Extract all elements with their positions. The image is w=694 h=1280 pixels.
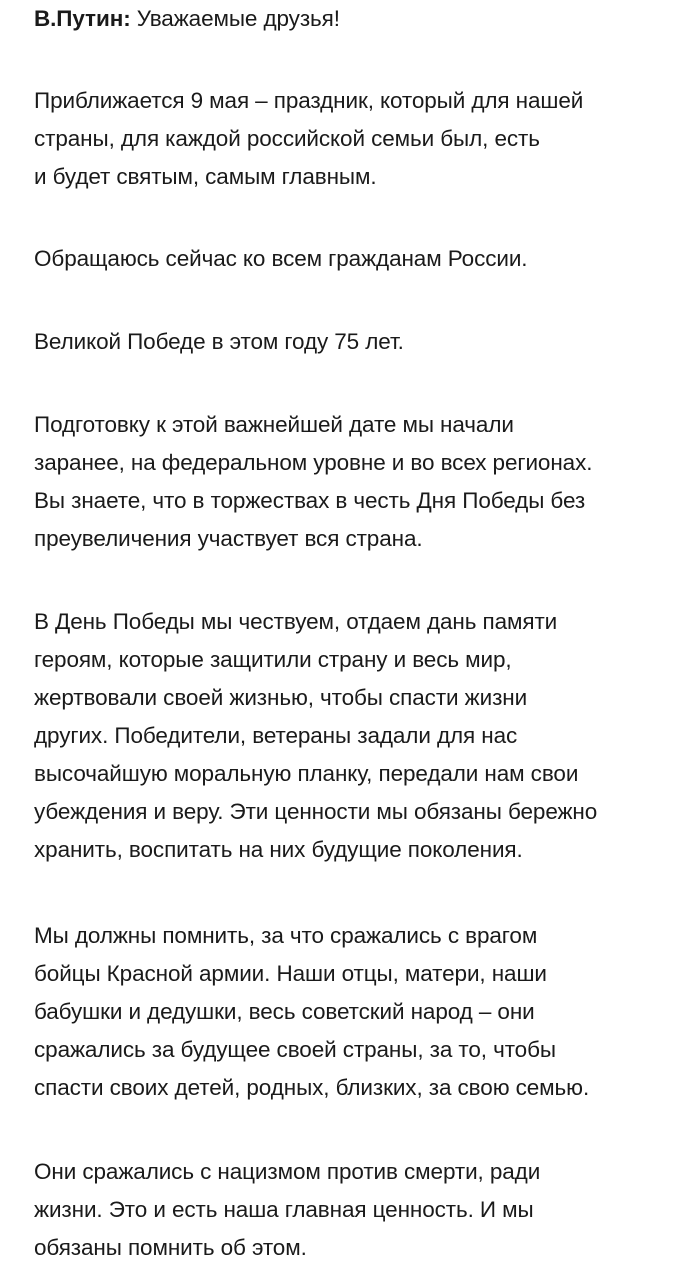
paragraph-line: сражались за будущее своей страны, за то, чтобы [34, 1037, 556, 1062]
paragraph-line: Они сражались с нацизмом против смерти, ради [34, 1159, 541, 1184]
paragraph-line: высочайшую моральную планку, передали нам свои [34, 761, 579, 786]
paragraph-line: и будет святым, самым главным. [34, 164, 377, 189]
paragraph-line: бабушки и дедушки, весь советский народ – они [34, 999, 535, 1024]
paragraph-line: хранить, воспитать на них будущие поколения. [34, 837, 523, 862]
speaker-line [34, 0, 340, 38]
paragraph-line: бойцы Красной армии. Наши отцы, матери, наши [34, 961, 547, 986]
paragraph-3 [34, 323, 404, 361]
paragraph-line: обязаны помнить об этом. [34, 1235, 307, 1260]
paragraph-line: жизни. Это и есть наша главная ценность. И мы [34, 1197, 534, 1222]
paragraph-line: В День Победы мы чествуем, отдаем дань памяти [34, 609, 558, 634]
paragraph-line: жертвовали своей жизнью, чтобы спасти жизни [34, 685, 528, 710]
paragraph-line: героям, которые защитили страну и весь мир, [34, 647, 512, 672]
paragraph-4 [34, 406, 592, 558]
paragraph-line: Обращаюсь сейчас ко всем гражданам России. [34, 246, 528, 271]
paragraph-line: заранее, на федеральном уровне и во всех регионах. [34, 450, 593, 475]
paragraph-6 [34, 917, 589, 1107]
paragraph-line: Вы знаете, что в торжествах в честь Дня Победы без [34, 488, 586, 513]
paragraph-line: Великой Победе в этом году 75 лет. [34, 329, 404, 354]
paragraph-7 [34, 1153, 540, 1267]
paragraph-line: Подготовку к этой важнейшей дате мы начали [34, 412, 514, 437]
paragraph-line: других. Победители, ветераны задали для нас [34, 723, 518, 748]
greeting-text: Уважаемые друзья! [136, 6, 340, 31]
paragraph-line: Мы должны помнить, за что сражались с врагом [34, 923, 538, 948]
paragraph-line: преувеличения участвует вся страна. [34, 526, 423, 551]
paragraph-line: спасти своих детей, родных, близких, за свою семью. [34, 1075, 590, 1100]
paragraph-line: убеждения и веру. Эти ценности мы обязаны бережно [34, 799, 598, 824]
paragraph-2 [34, 240, 527, 278]
paragraph-line: страны, для каждой российской семьи был, есть [34, 126, 540, 151]
paragraph-5 [34, 603, 597, 869]
speaker-name: В.Путин: [34, 6, 131, 31]
paragraph-1 [34, 82, 583, 196]
paragraph-line: Приближается 9 мая – праздник, который для нашей [34, 88, 584, 113]
